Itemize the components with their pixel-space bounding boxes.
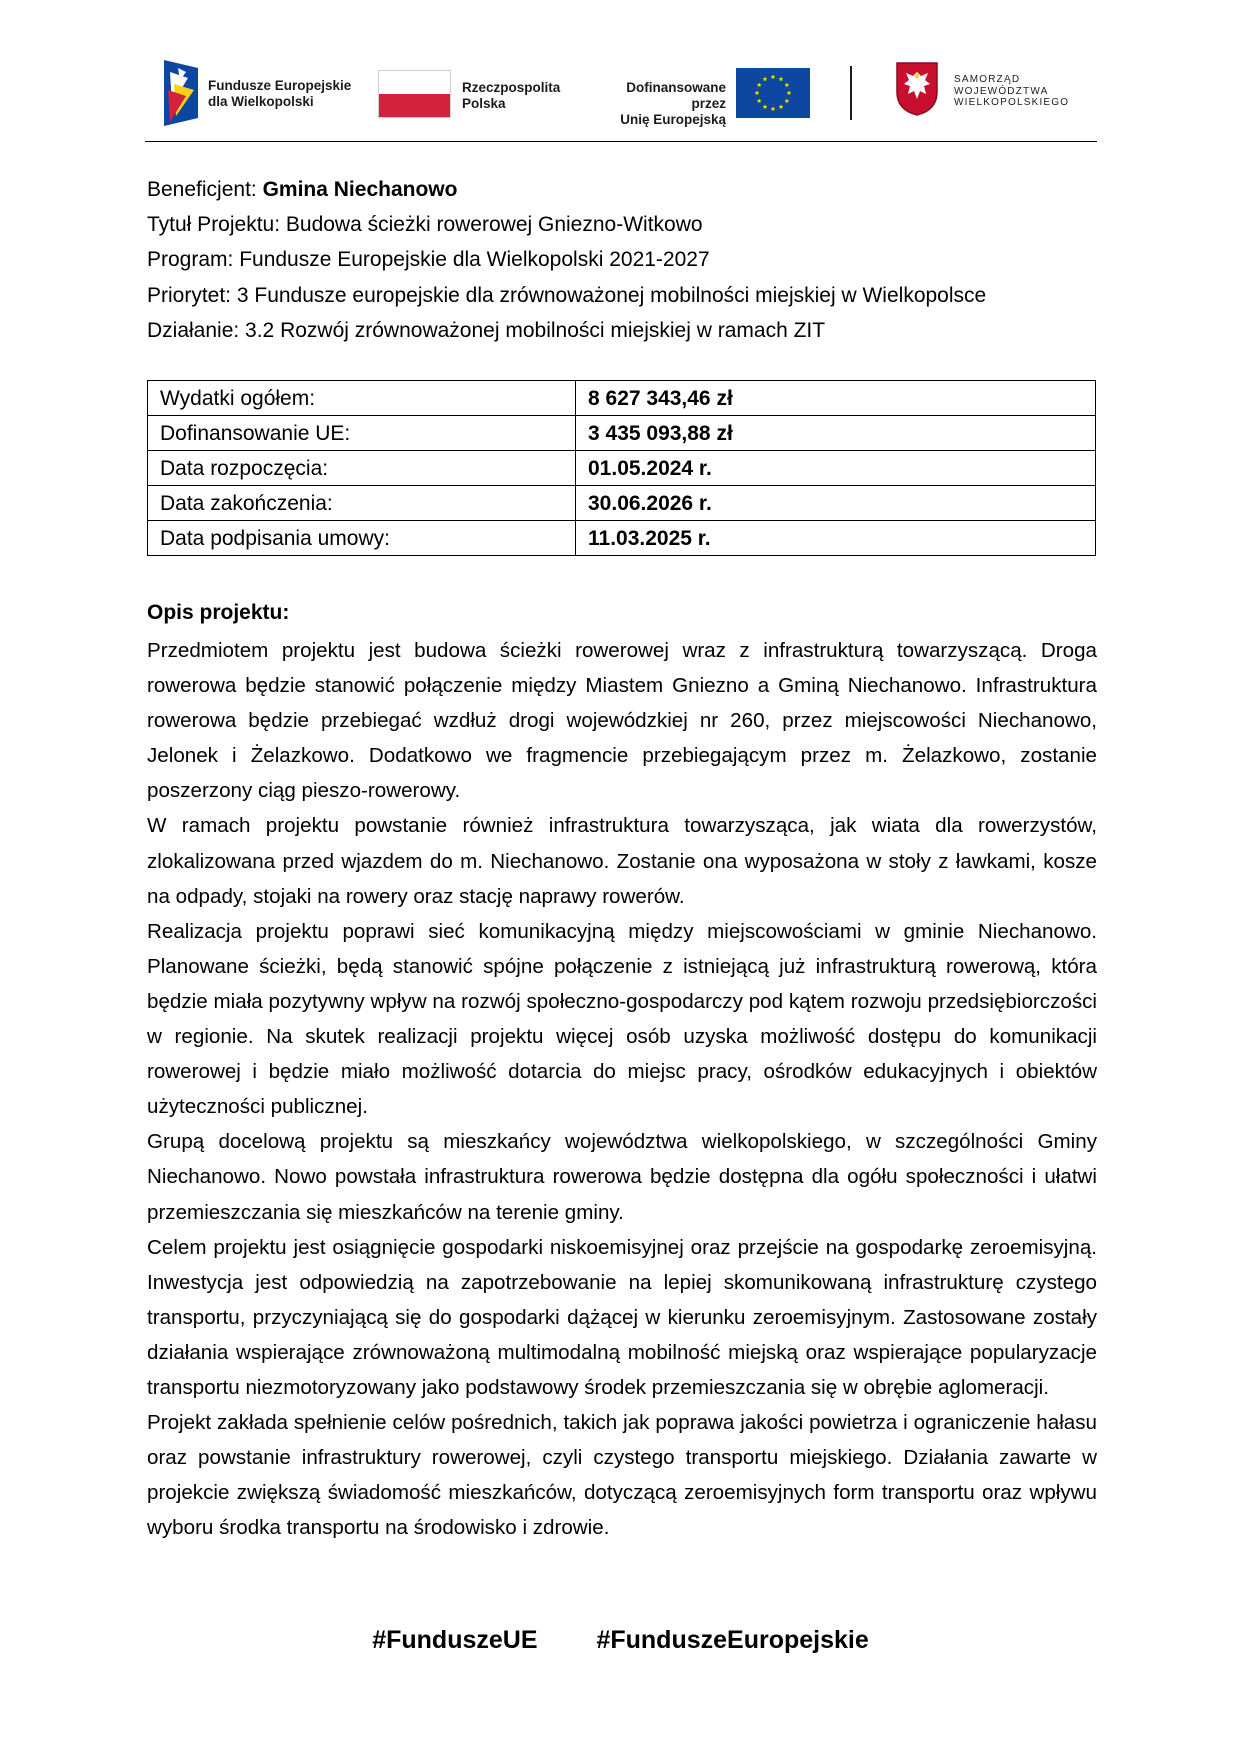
beneficjent-value: Gmina Niechanowo xyxy=(262,178,458,201)
logo-wlkp-line3: WIELKOPOLSKIEGO xyxy=(954,97,1070,108)
logo-bar xyxy=(160,58,1100,128)
logo-samorzad-wojewodztwa xyxy=(896,62,1096,122)
logo-separator xyxy=(850,66,852,120)
table-label: Data zakończenia: xyxy=(148,486,576,521)
project-info-table xyxy=(147,380,1096,556)
table-label: Dofinansowanie UE: xyxy=(148,416,576,451)
table-value: 30.06.2026 r. xyxy=(576,486,1096,521)
fundusze-europejskie-mark-icon xyxy=(164,60,198,126)
polish-flag-icon xyxy=(378,70,451,118)
wielkopolska-eagle-shield-icon xyxy=(896,62,938,116)
logo-fe-line1: Fundusze Europejskie xyxy=(208,78,352,93)
table-row xyxy=(148,486,1096,521)
logo-fundusze-europejskie xyxy=(164,60,360,128)
logo-ue-line1: Dofinansowane przez xyxy=(626,80,726,111)
logo-unia-europejska xyxy=(590,68,812,127)
header-divider xyxy=(145,141,1097,142)
logo-rp-line1: Rzeczpospolita xyxy=(462,80,561,95)
table-row xyxy=(148,416,1096,451)
logo-ue-line2: Unię Europejską xyxy=(620,112,726,127)
table-label: Data rozpoczęcia: xyxy=(148,451,576,486)
logo-wlkp-line1: SAMORZĄD xyxy=(954,74,1021,85)
opis-paragraph: Grupą docelową projektu są mieszkańcy województwa wielkopolskiego, w szczególności Gminy Niechanowo. Nowo powstała infrastruktura rowerowa będzie dostępna dla ogółu społeczności i ułatwi przemieszczania się mieszkańców na terenie gminy. xyxy=(147,1130,1097,1224)
table-value: 01.05.2024 r. xyxy=(576,451,1096,486)
table-row xyxy=(148,521,1096,556)
opis-paragraph: W ramach projektu powstanie również infrastruktura towarzysząca, jak wiata dla rowerzystów, zlokalizowana przed wjazdem do m. Niechanowo. Zostanie ona wyposażona w stoły z ławkami, kosze na odpady, stojaki na rowery oraz stację naprawy rowerów. xyxy=(147,814,1097,908)
hashtag-fundusze-europejskie: #FunduszeEuropejskie xyxy=(596,1626,869,1654)
opis-paragraph: Celem projektu jest osiągnięcie gospodarki niskoemisyjnej oraz przejście na gospodarkę zeroemisyjną. Inwestycja jest odpowiedzią na zapotrzebowanie na lepiej skomunikowaną infrastrukturę czystego transportu, przyczyniającą się do gospodarki dążącej w kierunku zeroemisyjnym. Zastosowane zostały działania wspierające zrównoważoną multimodalną mobilność miejską oraz wspierające popularyzacje transportu niezmotoryzowany jako podstawowy środek przemieszczania się w obrębie aglomeracji. xyxy=(147,1235,1097,1399)
logo-wlkp-line2: WOJEWÓDZTWA xyxy=(954,85,1049,97)
opis-paragraph: Realizacja projektu poprawi sieć komunikacyjną między miejscowościami w gminie Niechanowo. Planowane ścieżki, będą stanowić spójne połączenie z istniejącą już infrastrukturą rowerową, która będzie miała pozytywny wpływ na rozwój społeczno-gospodarczy pod kątem rozwoju przedsiębiorczości w regionie. Na skutek realizacji projektu więcej osób uzyska możliwość dostępu do komunikacji rowerowej i będzie miało możliwość dotarcia do miejsc pracy, ośrodków edukacyjnych i obiektów użyteczności publicznej. xyxy=(147,919,1097,1119)
table-label: Wydatki ogółem: xyxy=(148,381,576,416)
eu-flag-icon xyxy=(736,68,810,118)
beneficjent-label: Beneficjent: xyxy=(147,178,263,201)
opis-body xyxy=(147,633,1097,1545)
meta-tytul: Tytuł Projektu: Budowa ścieżki rowerowej Gniezno-Witkowo xyxy=(147,213,703,237)
table-row xyxy=(148,451,1096,486)
meta-program: Program: Fundusze Europejskie dla Wielkopolski 2021-2027 xyxy=(147,248,710,272)
hashtag-fundusze-ue: #FunduszeUE xyxy=(372,1626,538,1654)
table-value: 3 435 093,88 zł xyxy=(576,416,1096,451)
opis-paragraph: Przedmiotem projektu jest budowa ścieżki rowerowej wraz z infrastrukturą towarzyszącą. Droga rowerowa będzie stanowić połączenie między Miastem Gniezno a Gminą Niechanowo. Infrastruktura rowerowa będzie przebiegać wzdłuż drogi wojewódzkiej nr 260, przez miejscowości Niechanowo, Jelonek i Żelazkowo. Dodatkowo we fragmencie przebiegającym przez m. Żelazkowo, zostanie poszerzony ciąg pieszo-rowerowy. xyxy=(147,639,1097,803)
meta-dzialanie: Działanie: 3.2 Rozwój zrównoważonej mobilności miejskiej w ramach ZIT xyxy=(147,318,826,342)
logo-rzeczpospolita-polska xyxy=(378,70,568,120)
opis-title: Opis projektu: xyxy=(147,601,290,624)
table-row xyxy=(148,381,1096,416)
opis-paragraph: Projekt zakłada spełnienie celów pośrednich, takich jak poprawa jakości powietrza i ograniczenie hałasu oraz powstanie infrastruktury rowerowej, czyli czystego transportu miejskiego. Działania zawarte w projekcie zwiększą świadomość mieszkańców, dotyczącą zeroemisyjnych form transportu oraz wpływu wyboru środka transportu na środowisko i zdrowie. xyxy=(147,1411,1097,1540)
table-value: 8 627 343,46 zł xyxy=(576,381,1096,416)
table-value: 11.03.2025 r. xyxy=(576,521,1096,556)
hashtags xyxy=(0,1626,1241,1655)
meta-beneficjent xyxy=(147,172,1097,207)
table-label: Data podpisania umowy: xyxy=(148,521,576,556)
meta-priorytet: Priorytet: 3 Fundusze europejskie dla zrównoważonej mobilności miejskiej w Wielkopolsce xyxy=(147,283,987,307)
project-meta xyxy=(147,172,1097,348)
logo-fe-line2: dla Wielkopolski xyxy=(208,94,314,109)
logo-rp-line2: Polska xyxy=(462,96,506,111)
